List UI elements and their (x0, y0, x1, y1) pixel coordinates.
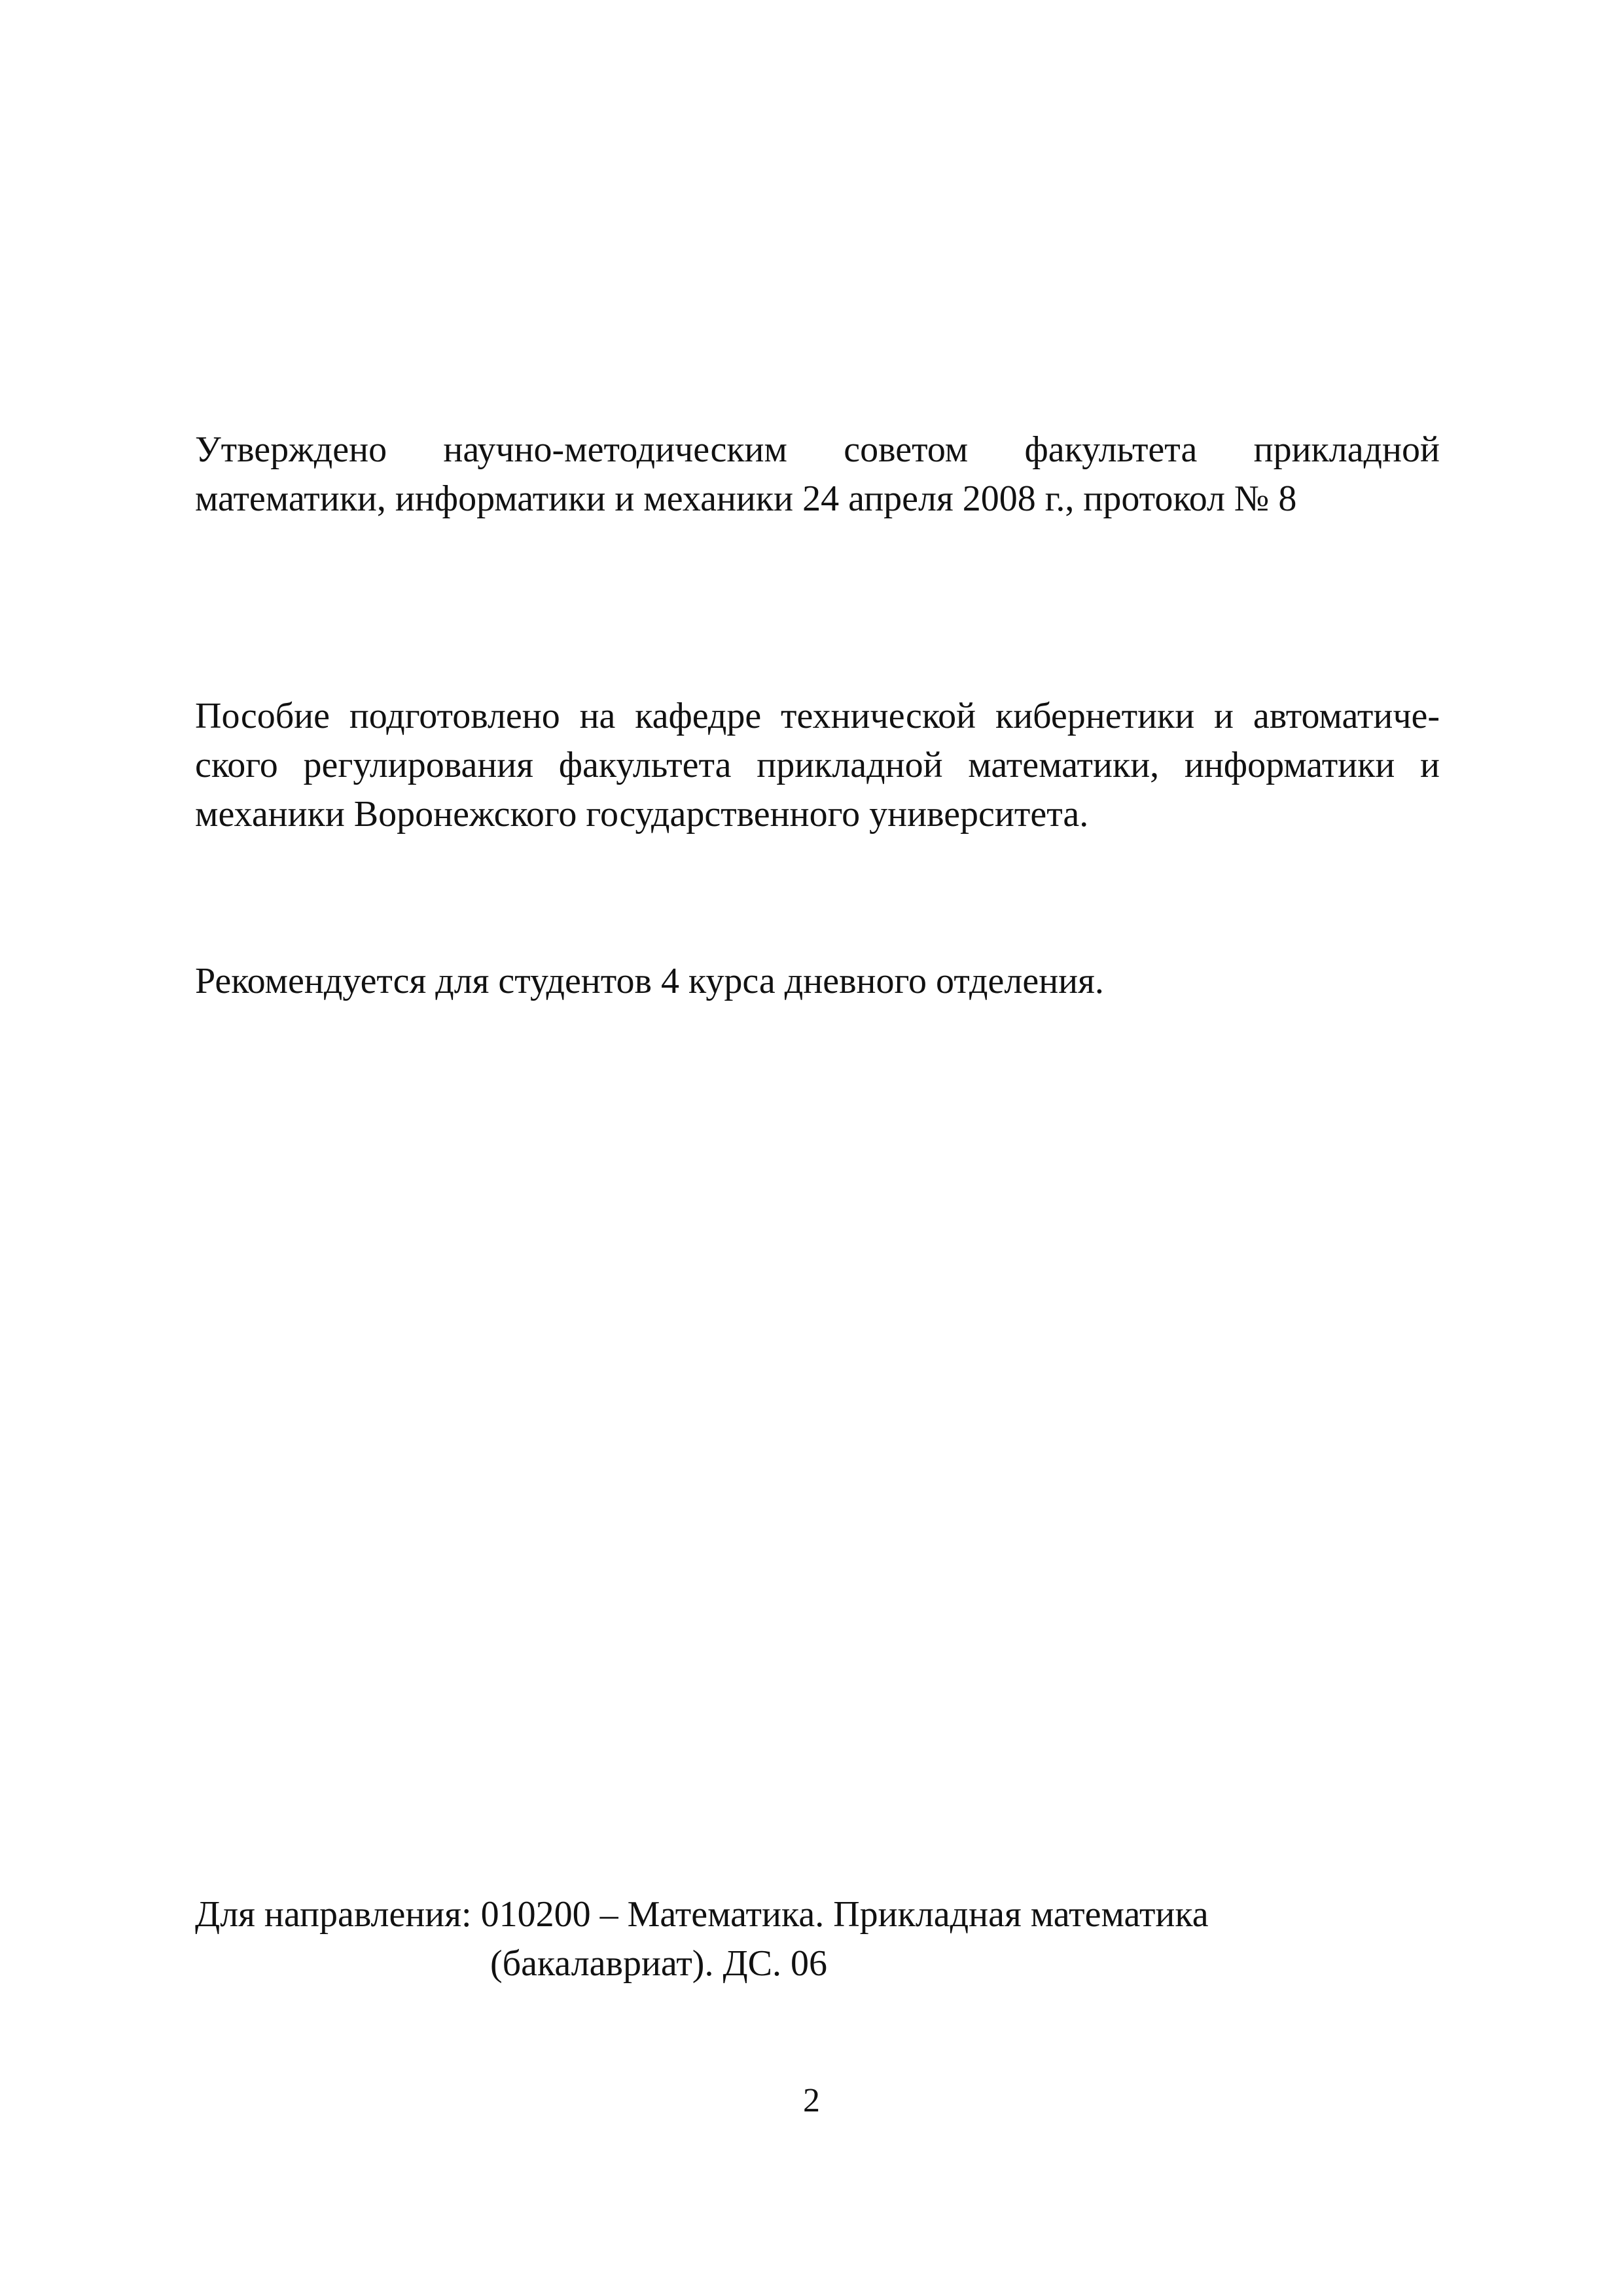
prepared-paragraph (195, 692, 1440, 839)
recommended-text: Рекомендуется для студентов 4 курса дневного отделения. (195, 961, 1104, 1001)
approval-paragraph (195, 425, 1440, 524)
approval-line-1: Утверждено научно-методическим советом факультета прикладной (195, 429, 1440, 470)
prepared-line-1: Пособие подготовлено на кафедре технической кибернетики и автоматиче- (195, 696, 1440, 736)
recommended-paragraph (195, 957, 1440, 1006)
direction-line-1: Для направления: 010200 – Математика. Прикладная математика (195, 1894, 1209, 1935)
prepared-line-3: механики Воронежского государственного университета. (195, 794, 1089, 834)
direction-paragraph (195, 1890, 1440, 1988)
approval-line-2: математики, информатики и механики 24 апреля 2008 г., протокол № 8 (195, 478, 1297, 519)
prepared-line-2: ского регулирования факультета прикладной математики, информатики и (195, 745, 1440, 785)
page-number: 2 (803, 2082, 820, 2119)
direction-line-2: (бакалавриат). ДС. 06 (490, 1943, 827, 1984)
